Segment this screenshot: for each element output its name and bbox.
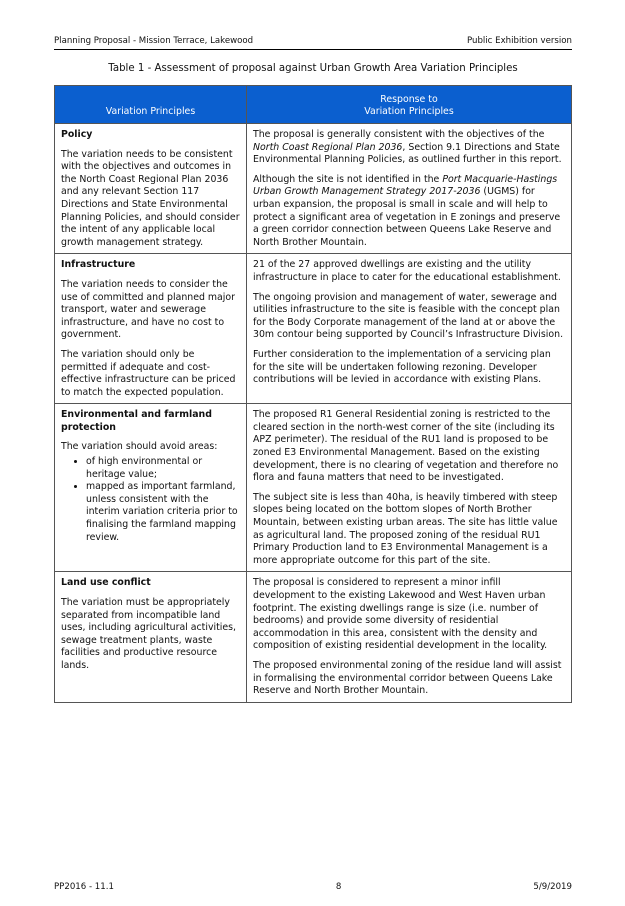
principle-cell (55, 404, 247, 572)
footer-doc-id: PP2016 - 11.1 (54, 882, 114, 892)
response-text: The proposal is generally consistent with the objectives of the North Coast Regional Plan 2036, Section 9.1 Directions and State Environmental Planning Policies, as outlined further in this report. (253, 129, 562, 166)
page-number: 8 (335, 882, 342, 892)
page-footer (54, 882, 572, 892)
principle-cell (55, 124, 247, 254)
table-row (55, 254, 572, 404)
response-text: The subject site is less than 40ha, is heavily timbered with steep slopes being located on the bottom slopes of North Brother Mountain, between existing urban areas. The site has little value as agricultural land. The proposed zoning of the residual RU1 Primary Production land to E3 Environmental Management is a more appropriate outcome for this part of the site. (253, 491, 558, 566)
principle-bullets (61, 456, 240, 544)
header-right: Public Exhibition version (466, 36, 572, 46)
row-title: Land use conflict (61, 577, 151, 589)
response-text: Further consideration to the implementation of a servicing plan for the site will be undertaken following rezoning. Developer contributions will be levied in accordance with existing Plans. (253, 348, 551, 386)
table-row (55, 572, 572, 702)
principle-text: The variation needs to be consistent with the objectives and outcomes in the North Coast Regional Plan 2036 and any relevant Section 117 Directions and State Environmental Planning Policies, and should consider the intent of any applicable local growth management strategy. (61, 148, 240, 248)
principle-text: The variation must be appropriately separated from incompatible land uses, including agricultural activities, sewage treatment plants, waste facilities and productive resource lands. (61, 597, 237, 671)
col-header-principles: Variation Principles (55, 86, 247, 124)
principle-cell (55, 572, 247, 702)
response-text: The proposed R1 General Residential zoning is restricted to the cleared section in the north-west corner of the site (including its APZ perimeter). The residual of the RU1 land is proposed to be zoned E3 Environmental Management. Based on the existing development, there is no clearing of vegetation and therefore no flora and fauna matters that need to be investigated. (253, 409, 559, 484)
response-text: The proposal is considered to represent a minor infill development to the existing Lakewood and West Haven urban footprint. The existing dwellings range is size (i.e. number of bedrooms) and provide some diversity of residential accommodation in this area, consistent with the density and composition of existing residential development in the locality. (253, 577, 548, 652)
row-title: Infrastructure (61, 259, 136, 271)
principle-text: The variation should avoid areas: (61, 441, 218, 453)
response-cell (247, 404, 572, 572)
row-title: Environmental and farmland protection (61, 409, 212, 433)
principle-text: The variation needs to consider the use of committed and planned major transport, water and sewerage infrastructure, and have no cost to government. (61, 278, 235, 341)
page-header (54, 36, 572, 50)
assessment-table (54, 85, 572, 703)
header-left: Planning Proposal - Mission Terrace, Lakewood (54, 36, 254, 46)
response-cell (247, 254, 572, 404)
response-text: Although the site is not identified in the Port Macquarie-Hastings Urban Growth Management Strategy 2017-2036 (UGMS) for urban expansion, the proposal is small in scale and will help to protect a significant area of vegetation in E zonings and preserve a green corridor connection between Queens Lake Reserve and North Brother Mountain. (253, 173, 561, 248)
row-title: Policy (61, 129, 93, 140)
table-header-row (55, 86, 572, 124)
response-text: 21 of the 27 approved dwellings are existing and the utility infrastructure in place to cater for the educational establishment. (253, 259, 561, 283)
table-row (55, 124, 572, 254)
bullet-item: • of high environmental or heritage value; (86, 456, 240, 481)
table-caption: Table 1 - Assessment of proposal against Urban Growth Area Variation Principles (108, 63, 518, 74)
response-cell (247, 124, 572, 254)
bullet-item: • mapped as important farmland, unless consistent with the interim variation criteria prior to finalising the farmland mapping review. (86, 481, 240, 544)
table-row (55, 404, 572, 572)
response-cell (247, 572, 572, 702)
col-header-response: Response to Variation Principles (247, 86, 572, 124)
principle-cell (55, 254, 247, 404)
principle-text: The variation should only be permitted if adequate and cost-effective infrastructure can be priced to match the expected population. (61, 348, 236, 398)
response-text: The ongoing provision and management of water, sewerage and utilities infrastructure to the site is feasible with the concept plan for the Body Corporate management of the land at or above the 30m contour being supported by Council’s Infrastructure Division. (253, 291, 564, 341)
footer-date: 5/9/2019 (533, 882, 572, 892)
response-text: The proposed environmental zoning of the residue land will assist in formalising the environmental corridor between Queens Lake Reserve and North Brother Mountain. (253, 659, 562, 697)
